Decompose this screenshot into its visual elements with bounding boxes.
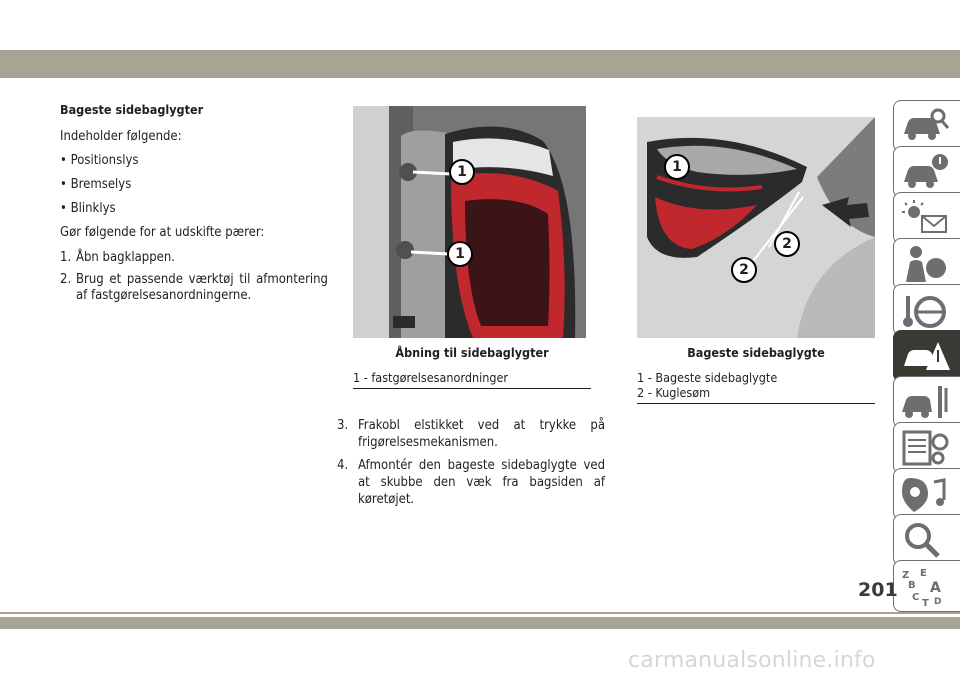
tab-in-case-of-emergency[interactable] [893,330,960,382]
callout-1: 1 [664,154,690,180]
step-number: 4. [337,458,349,473]
tab-safety[interactable] [893,238,960,290]
service-maintenance-icon [900,382,950,422]
footer-line [0,612,960,614]
car-info-search-icon [900,106,950,146]
svg-text:B: B [908,580,916,591]
tail-lamp-opening-illustration [353,106,586,338]
tab-indicator-lights[interactable] [893,192,960,244]
svg-text:C: C [912,592,920,603]
figure2-caption: Bageste sidebaglygte [687,345,825,360]
technical-specs-icon [900,428,950,468]
bullet-item: • Bremselys [60,177,132,192]
figure-rear-tail-lamp [637,117,875,338]
footer-band [0,617,960,629]
svg-text:T: T [922,598,929,606]
figure1-caption: Åbning til sidebaglygter [395,345,549,360]
search-index-icon [900,520,950,560]
step-text: Åbn bagklappen. [76,250,175,265]
steps-continued [337,417,605,514]
step-item [337,457,605,508]
step-item [60,272,328,304]
callout-2: 2 [774,231,800,257]
left-column [60,102,328,310]
multimedia-icon [900,474,950,514]
header-band [0,50,960,78]
language-index-icon [900,566,950,606]
figure2-legend [637,370,875,404]
tab-multimedia[interactable] [893,468,960,520]
steering-wheel-icon [900,290,950,330]
legend-item: 1 - Bageste sidebaglygte [637,370,778,385]
airbag-safety-icon [900,244,950,284]
bullet-item: • Blinklys [60,201,116,216]
step-number: 1. [60,250,72,265]
callout-1: 1 [449,159,475,185]
dashboard-warning-icon [900,152,950,192]
figure-tail-lamp-opening [353,106,586,338]
page-number: 201 [858,579,898,601]
tab-car-info[interactable] [893,100,960,152]
step-item [337,417,605,451]
callout-2: 2 [731,257,757,283]
svg-text:Z: Z [902,570,910,581]
tab-starting-operating[interactable] [893,284,960,336]
callout-1: 1 [447,241,473,267]
svg-text:E: E [920,568,927,579]
step-item [60,250,328,266]
legend-item: 1 - fastgørelsesanordninger [353,370,509,385]
tab-technical-specs[interactable] [893,422,960,474]
roadside-emergency-icon [900,336,950,376]
watermark: carmanualsonline.info [628,648,876,673]
svg-text:A: A [930,580,941,596]
step-text: Frakobl elstikket ved at trykke på frigørelsesmekanismen. [358,418,605,450]
figure1-legend [353,370,591,389]
rear-tail-lamp-illustration [637,117,875,338]
intro-text: Indeholder følgende: [60,129,182,144]
svg-text:D: D [934,597,942,606]
tab-search[interactable] [893,514,960,566]
section-title: Bageste sidebaglygter [60,102,204,117]
step-number: 2. [60,272,72,287]
bullet-item: • Positionslys [60,153,139,168]
step-text: Afmontér den bageste sidebaglygte ved at skubbe den væk fra bagsiden af køretøjet. [358,458,605,507]
legend-item: 2 - Kuglesøm [637,385,711,400]
step-number: 3. [337,418,349,433]
indicator-lights-icon [900,198,950,238]
tab-index[interactable] [893,560,960,612]
instruction-text: Gør følgende for at udskifte pærer: [60,225,265,240]
step-text: Brug et passende værktøj til afmontering af fastgørelsesanordningerne. [76,272,328,303]
tab-dashboard[interactable] [893,146,960,198]
tab-servicing[interactable] [893,376,960,428]
